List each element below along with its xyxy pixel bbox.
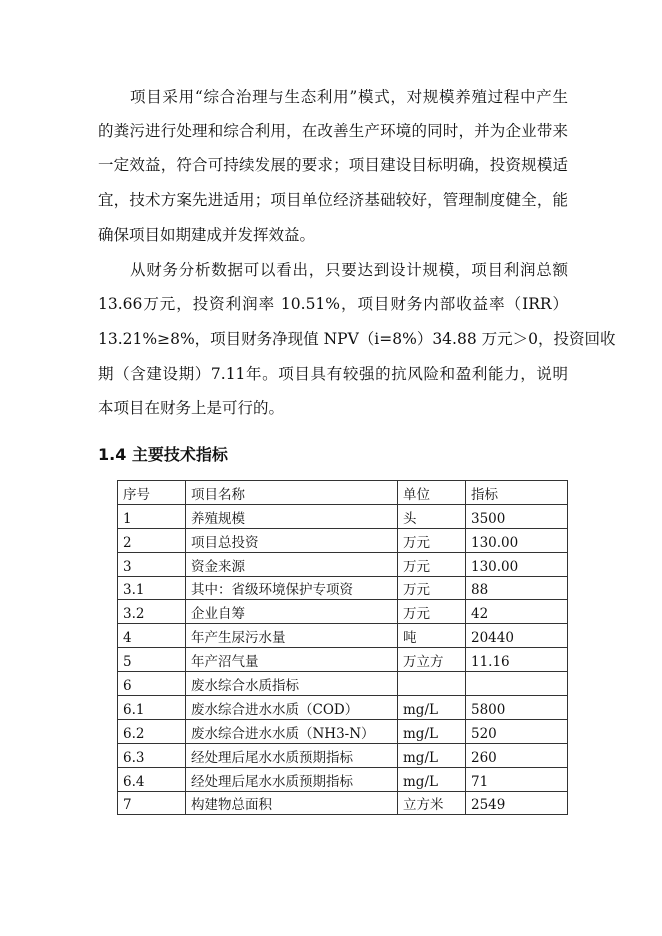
table-row — [118, 600, 568, 624]
cell-item-name: 项目总投资 — [186, 528, 398, 552]
cell-unit: 吨 — [398, 624, 466, 648]
column-header: 项目名称 — [186, 481, 398, 505]
table-row — [118, 552, 568, 576]
paragraph-1-line: 确保项目如期建成并发挥效益。 — [98, 226, 316, 244]
cell-item-name: 废水综合进水水质（NH3-N） — [186, 719, 398, 743]
cell-index: 6 — [118, 672, 186, 696]
cell-value — [466, 672, 568, 696]
cell-item-name: 年产沼气量 — [186, 648, 398, 672]
paragraph-2-line: 本项目在财务上是可行的。 — [98, 399, 285, 417]
cell-value: 3500 — [466, 504, 568, 528]
section-heading: 1.4 主要技术指标 — [98, 445, 228, 464]
cell-index: 3.2 — [118, 600, 186, 624]
cell-index: 6.3 — [118, 743, 186, 767]
cell-unit: 头 — [398, 504, 466, 528]
cell-unit: mg/L — [398, 696, 466, 720]
cell-item-name: 经处理后尾水水质预期指标 — [186, 767, 398, 791]
cell-value: 20440 — [466, 624, 568, 648]
paragraph-1-line: 一定效益，符合可持续发展的要求；项目建设目标明确，投资规模适 — [98, 156, 568, 174]
cell-value: 520 — [466, 719, 568, 743]
table-row — [118, 576, 568, 600]
cell-index: 3.1 — [118, 576, 186, 600]
table-header-row — [118, 481, 568, 505]
cell-unit — [398, 672, 466, 696]
table-row — [118, 672, 568, 696]
cell-index: 6.4 — [118, 767, 186, 791]
cell-index: 2 — [118, 528, 186, 552]
cell-value: 11.16 — [466, 648, 568, 672]
table-body — [118, 504, 568, 815]
paragraph-1-line: 宜，技术方案先进适用；项目单位经济基础较好，管理制度健全，能 — [98, 191, 568, 209]
cell-unit: 万元 — [398, 552, 466, 576]
cell-index: 7 — [118, 791, 186, 815]
cell-index: 5 — [118, 648, 186, 672]
table-row — [118, 624, 568, 648]
table-row — [118, 767, 568, 791]
table-row — [118, 504, 568, 528]
cell-item-name: 废水综合水质指标 — [186, 672, 398, 696]
cell-item-name: 养殖规模 — [186, 504, 398, 528]
cell-unit: 万立方 — [398, 648, 466, 672]
column-header: 单位 — [398, 481, 466, 505]
cell-unit: 立方米 — [398, 791, 466, 815]
cell-unit: mg/L — [398, 719, 466, 743]
technical-indicators-table — [117, 480, 568, 815]
table-row — [118, 648, 568, 672]
cell-unit: 万元 — [398, 576, 466, 600]
table-row — [118, 528, 568, 552]
table-row — [118, 719, 568, 743]
cell-unit: 万元 — [398, 600, 466, 624]
column-header: 指标 — [466, 481, 568, 505]
table-row — [118, 743, 568, 767]
cell-index: 1 — [118, 504, 186, 528]
paragraph-1-line: 项目采用“综合治理与生态利用”模式，对规模养殖过程中产生 — [130, 88, 568, 106]
cell-index: 3 — [118, 552, 186, 576]
table-row — [118, 791, 568, 815]
cell-value: 88 — [466, 576, 568, 600]
table-row — [118, 696, 568, 720]
paragraph-2-line: 从财务分析数据可以看出，只要达到设计规模，项目利润总额 — [130, 261, 568, 279]
paragraph-2-line: 13.21%≥8%，项目财务净现值 NPV（i=8%）34.88 万元＞0，投资回收 — [98, 330, 616, 348]
cell-value: 130.00 — [466, 552, 568, 576]
cell-item-name: 其中：省级环境保护专项资 — [186, 576, 398, 600]
cell-index: 4 — [118, 624, 186, 648]
cell-value: 71 — [466, 767, 568, 791]
cell-item-name: 年产生尿污水量 — [186, 624, 398, 648]
cell-item-name: 废水综合进水水质（COD） — [186, 696, 398, 720]
cell-value: 130.00 — [466, 528, 568, 552]
cell-item-name: 构建物总面积 — [186, 791, 398, 815]
cell-index: 6.2 — [118, 719, 186, 743]
cell-value: 42 — [466, 600, 568, 624]
cell-unit: mg/L — [398, 743, 466, 767]
cell-item-name: 经处理后尾水水质预期指标 — [186, 743, 398, 767]
cell-value: 260 — [466, 743, 568, 767]
cell-unit: mg/L — [398, 767, 466, 791]
cell-value: 5800 — [466, 696, 568, 720]
paragraph-2-line: 期（含建设期）7.11年。项目具有较强的抗风险和盈利能力，说明 — [98, 365, 568, 383]
paragraph-1-line: 的粪污进行处理和综合利用，在改善生产环境的同时，并为企业带来 — [98, 122, 568, 140]
paragraph-2-line: 13.66万元，投资利润率 10.51%，项目财务内部收益率（IRR） — [98, 295, 568, 313]
cell-unit: 万元 — [398, 528, 466, 552]
cell-value: 2549 — [466, 791, 568, 815]
column-header: 序号 — [118, 481, 186, 505]
cell-item-name: 企业自筹 — [186, 600, 398, 624]
cell-item-name: 资金来源 — [186, 552, 398, 576]
cell-index: 6.1 — [118, 696, 186, 720]
